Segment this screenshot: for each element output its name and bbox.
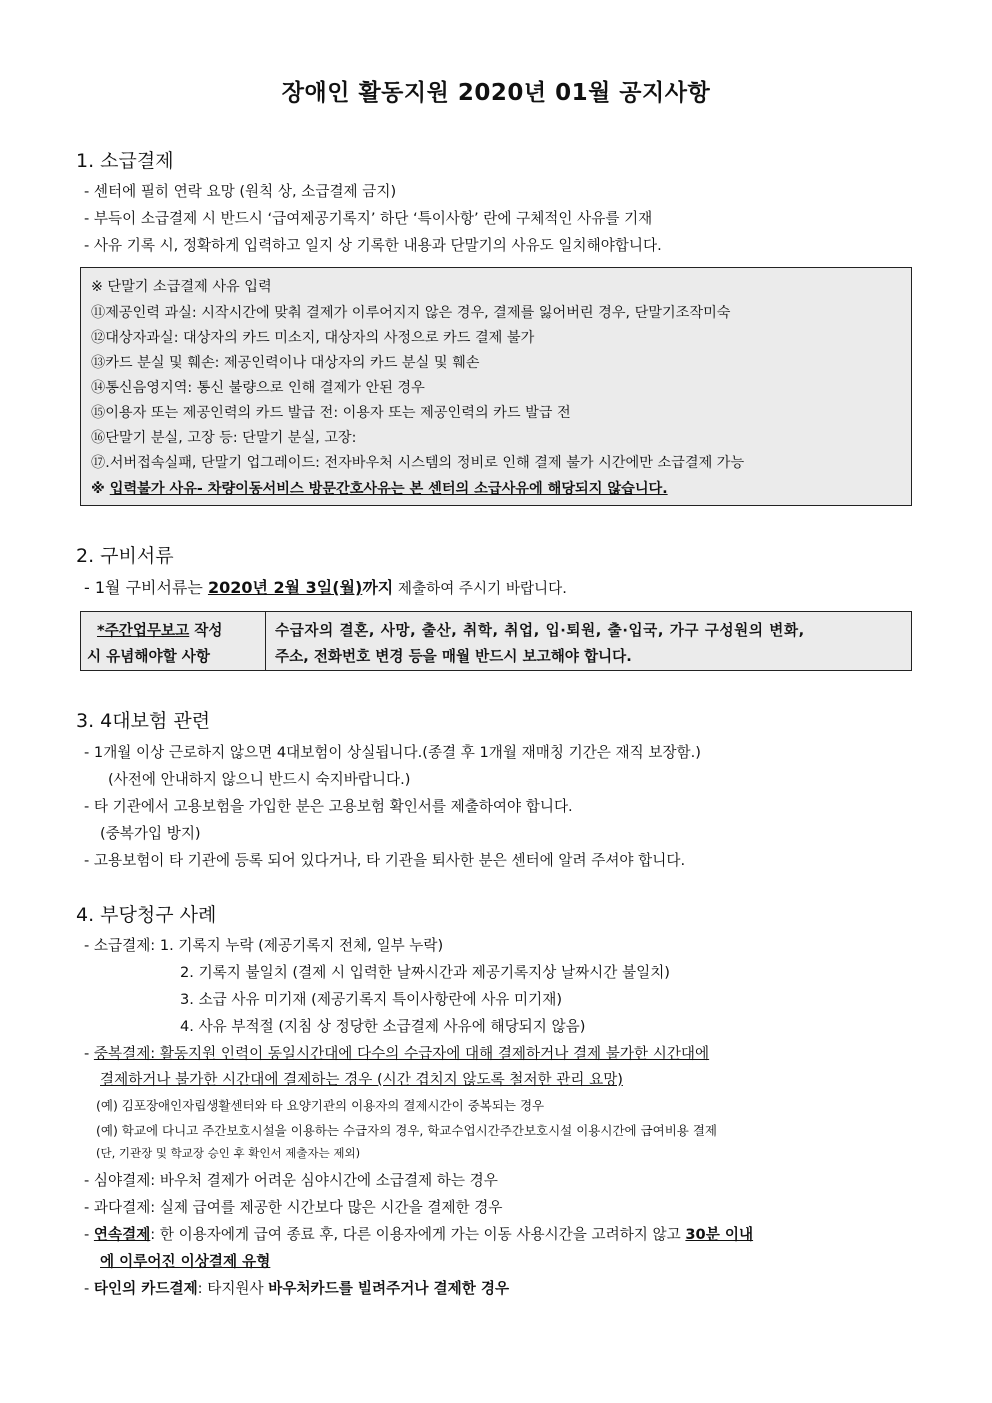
list-item: - 부득이 소급결제 시 반드시 ‘급여제공기록지’ 하단 ‘특이사항’ 란에 구체적인 사유를 기재 bbox=[84, 210, 653, 227]
list-item-note: (사전에 안내하지 않으니 반드시 숙지바랍니다.) bbox=[108, 771, 411, 788]
section-heading-2: 2. 구비서류 bbox=[76, 545, 174, 567]
due-suffix: 제출하여 주시기 바랍니다. bbox=[393, 580, 567, 597]
due-kkaji: 까지 bbox=[362, 578, 394, 597]
cont-mid: : 한 이용자에게 급여 종료 후, 다른 이용자에게 가는 이동 사용시간을 고려하지 않고 bbox=[150, 1226, 686, 1243]
box-line: ⑯단말기 분실, 고장 등: 단말기 분실, 고장: bbox=[91, 430, 357, 446]
list-item: - 센터에 필히 연락 요망 (원칙 상, 소급결제 금지) bbox=[84, 183, 397, 200]
list-item: - 고용보험이 타 기관에 등록 되어 있다거나, 타 기관을 퇴사한 분은 센터에 알려 주셔야 합니다. bbox=[84, 852, 686, 869]
page-title: 장애인 활동지원 2020년 01월 공지사항 bbox=[281, 80, 711, 106]
other-label: 타인의 카드결제 bbox=[93, 1280, 198, 1297]
list-item bbox=[84, 1042, 709, 1063]
box-note-prefix: ※ bbox=[91, 481, 110, 497]
cont-dash: - bbox=[84, 1226, 94, 1243]
example-line: (단, 기관장 및 학교장 승인 후 확인서 제출자는 제외) bbox=[96, 1146, 361, 1160]
section-heading-1: 1. 소급결제 bbox=[76, 150, 174, 172]
box-note bbox=[91, 478, 668, 498]
list-item-cont: 에 이루어진 이상결제 유형 bbox=[100, 1253, 271, 1270]
other-dash: - bbox=[84, 1280, 94, 1297]
table-header-star: *주간업무보고 bbox=[97, 622, 190, 639]
section-heading-3: 3. 4대보험 관련 bbox=[76, 710, 211, 732]
other-bold: 바우처카드를 빌려주거나 결제한 경우 bbox=[268, 1280, 510, 1297]
retroactive-reason-box bbox=[80, 267, 912, 506]
list-item-cont: 결제하거나 불가한 시간대에 결제하는 경우 (시간 겹치지 않도록 철저한 관리 요망) bbox=[100, 1071, 623, 1088]
list-item: - 1개월 이상 근로하지 않으면 4대보험이 상실됩니다.(종결 후 1개월 재매칭 기간은 재직 보장함.) bbox=[84, 744, 701, 761]
box-line: ⑬카드 분실 및 훼손: 제공인력이나 대상자의 카드 분실 및 훼손 bbox=[91, 355, 480, 371]
box-note-text: 입력불가 사유- 차량이동서비스 방문간호사유는 본 센터의 소급사유에 해당되지 않습니다. bbox=[109, 481, 668, 497]
cont-30min: 30분 이내 bbox=[685, 1226, 754, 1243]
list-item: - 심야결제: 바우처 결제가 어려운 심야시간에 소급결제 하는 경우 bbox=[84, 1172, 498, 1189]
box-line: ⑫대상자과실: 대상자의 카드 미소지, 대상자의 사정으로 카드 결제 불가 bbox=[91, 330, 535, 346]
box-line: ⑭통신음영지역: 통신 불량으로 인해 결제가 안된 경우 bbox=[91, 380, 425, 396]
table-header-line1 bbox=[97, 619, 223, 640]
table-header-rest: 작성 bbox=[189, 622, 223, 639]
section-heading-4: 4. 부당청구 사례 bbox=[76, 904, 217, 926]
list-subitem: 2. 기록지 불일치 (결제 시 입력한 날짜시간과 제공기록지상 날짜시간 불일치) bbox=[180, 964, 670, 981]
list-item-note: (중복가입 방지) bbox=[100, 825, 201, 842]
table-body-line2: 주소, 전화번호 변경 등을 매월 반드시 보고해야 합니다. bbox=[275, 648, 632, 665]
other-mid: : 타지원사 bbox=[197, 1280, 269, 1297]
list-item: - 사유 기록 시, 정확하게 입력하고 일지 상 기록한 내용과 단말기의 사유도 일치해야합니다. bbox=[84, 237, 662, 254]
example-line: (예) 학교에 다니고 주간보호시설을 이용하는 수급자의 경우, 학교수업시간주간보호시설 이용시간에 급여비용 결제 bbox=[96, 1123, 717, 1138]
table-header-cell bbox=[81, 612, 266, 670]
list-item bbox=[84, 1277, 509, 1298]
due-date: 2020년 2월 3일(월) bbox=[207, 578, 363, 597]
dup-text-1: 중복결제: 활동지원 인력이 동일시간대에 다수의 수급자에 대해 결제하거나 결제 불가한 시간대에 bbox=[93, 1045, 710, 1062]
list-subitem: 3. 소급 사유 미기재 (제공기록지 특이사항란에 사유 미기재) bbox=[180, 991, 563, 1008]
table-header-line2: 시 유념해야할 사항 bbox=[87, 648, 210, 665]
due-prefix: - 1월 구비서류는 bbox=[84, 578, 208, 597]
box-line: ⑰.서버접속실패, 단말기 업그레이드: 전자바우처 시스템의 정비로 인해 결제 불가 시간에만 소급결제 가능 bbox=[91, 455, 745, 471]
list-item bbox=[84, 1223, 753, 1244]
list-item: - 과다결제: 실제 급여를 제공한 시간보다 많은 시간을 결제한 경우 bbox=[84, 1199, 503, 1216]
list-item: - 타 기관에서 고용보험을 가입한 분은 고용보험 확인서를 제출하여야 합니다. bbox=[84, 798, 573, 815]
list-item: - 소급결제: 1. 기록지 누락 (제공기록지 전체, 일부 누락) bbox=[84, 937, 444, 954]
table-body-line1: 수급자의 결혼, 사망, 출산, 취학, 취업, 입·퇴원, 출·입국, 가구 구성원의 변화, bbox=[275, 622, 805, 639]
box-line: ⑮이용자 또는 제공인력의 카드 발급 전: 이용자 또는 제공인력의 카드 발급 전 bbox=[91, 405, 571, 421]
list-subitem: 4. 사유 부적절 (지침 상 정당한 소급결제 사유에 해당되지 않음) bbox=[180, 1018, 586, 1035]
weekly-report-table bbox=[80, 611, 912, 671]
example-line: (예) 김포장애인자립생활센터와 타 요양기관의 이용자의 결제시간이 중복되는 경우 bbox=[96, 1098, 545, 1113]
cont-label: 연속결제 bbox=[93, 1226, 151, 1243]
box-line: ⑪제공인력 과실: 시작시간에 맞춰 결제가 이루어지지 않은 경우, 결제를 잃어버린 경우, 단말기조작미숙 bbox=[91, 305, 731, 321]
dup-dash: - bbox=[84, 1045, 94, 1062]
documents-due-line bbox=[84, 575, 567, 598]
box-title: ※ 단말기 소급결제 사유 입력 bbox=[91, 279, 272, 295]
table-body-cell bbox=[267, 612, 912, 670]
